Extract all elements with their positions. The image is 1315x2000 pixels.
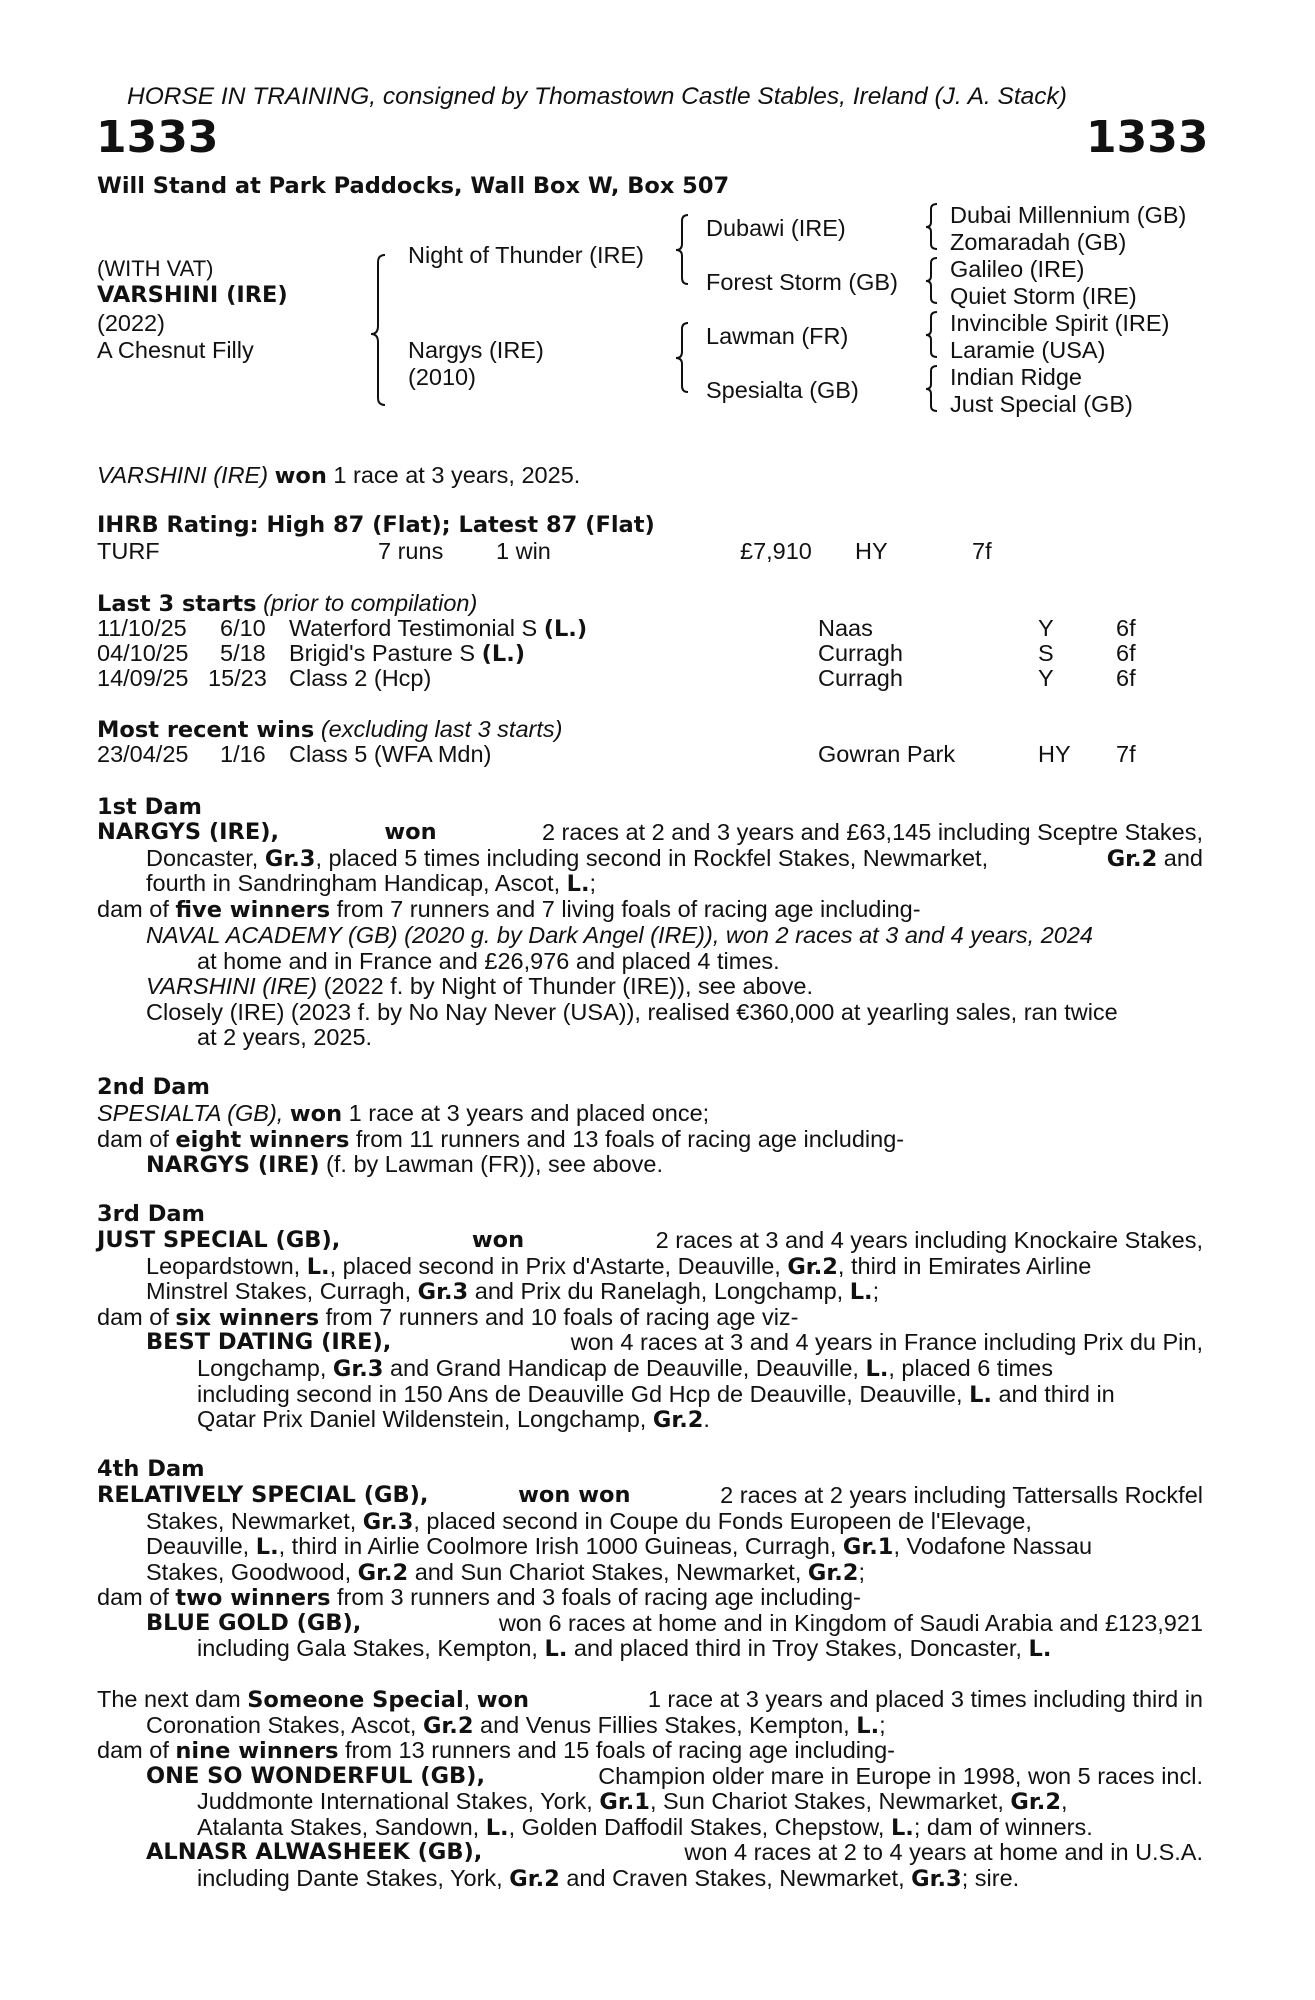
- vat-label: (WITH VAT): [97, 256, 214, 281]
- pedigree-brace-ds: [926, 312, 937, 357]
- dam3-line: Qatar Prix Daniel Wildenstein, Longchamp, Gr.2.: [197, 1406, 710, 1433]
- dam1-heading: 1st Dam: [97, 794, 202, 820]
- dam4-line: BLUE GOLD (GB), won 6 races at home and in Kingdom of Saudi Arabia and £123,921: [146, 1610, 1203, 1636]
- nextdam-line: ONE SO WONDERFUL (GB), Champion older mare in Europe in 1998, won 5 races incl.: [146, 1763, 1203, 1789]
- rating-earnings: £7,910: [740, 538, 812, 564]
- rating-runs: 7 runs: [378, 538, 444, 564]
- nextdam-line: Coronation Stakes, Ascot, Gr.2 and Venus Fillies Stakes, Kempton, L.;: [146, 1712, 886, 1739]
- dam4-line: Deauville, L., third in Airlie Coolmore Irish 1000 Guineas, Curragh, Gr.1, Vodafone Nassau: [146, 1533, 1093, 1560]
- last3-pos: 5/18: [220, 640, 266, 666]
- last3-going: Y: [1038, 665, 1054, 691]
- nextdam-line: including Dante Stakes, York, Gr.2 and Craven Stakes, Newmarket, Gr.3; sire.: [197, 1865, 1020, 1892]
- ped-dsd: Laramie (USA): [950, 337, 1106, 363]
- last3-going: S: [1038, 640, 1054, 666]
- ped-sdd: Quiet Storm (IRE): [950, 283, 1137, 309]
- recent-course: Gowran Park: [818, 741, 956, 767]
- nextdam-line: The next dam Someone Special, won 1 race at 3 years and placed 3 times including third in: [97, 1686, 1203, 1713]
- dam4-line: Stakes, Goodwood, Gr.2 and Sun Chariot Stakes, Newmarket, Gr.2;: [146, 1559, 865, 1586]
- nextdam-line: Atalanta Stakes, Sandown, L., Golden Daffodil Stakes, Chepstow, L.; dam of winners.: [197, 1814, 1093, 1841]
- last3-race: Brigid's Pasture S (L.): [289, 640, 526, 667]
- last3-date: 14/09/25: [97, 665, 189, 691]
- dam3-line: including second in 150 Ans de Deauville Gd Hcp de Deauville, Deauville, L. and third in: [197, 1381, 1115, 1408]
- dam2-heading: 2nd Dam: [97, 1074, 210, 1100]
- ped-sds: Galileo (IRE): [950, 256, 1085, 282]
- recent-heading: Most recent wins (excluding last 3 starts): [97, 716, 563, 743]
- dam1-line: VARSHINI (IRE) (2022 f. by Night of Thunder (IRE)), see above.: [146, 973, 813, 999]
- ped-ddd: Just Special (GB): [950, 391, 1133, 417]
- dam4-line: Stakes, Newmarket, Gr.3, placed second in Coupe du Fonds Europeen de l'Elevage,: [146, 1508, 1032, 1535]
- rating-surface: TURF: [97, 538, 160, 564]
- rating-heading: IHRB Rating: High 87 (Flat); Latest 87 (Flat): [97, 512, 655, 538]
- dam1-line: at 2 years, 2025.: [197, 1024, 373, 1050]
- last3-pos: 6/10: [220, 615, 266, 641]
- pedigree-brace-sd: [926, 258, 937, 303]
- dam2-line: SPESIALTA (GB), won 1 race at 3 years and placed once;: [97, 1100, 710, 1127]
- consignment-line: HORSE IN TRAINING, consigned by Thomastown Castle Stables, Ireland (J. A. Stack): [127, 83, 1067, 110]
- rating-distance: 7f: [972, 538, 992, 564]
- lot-number-right: 1333: [1086, 112, 1209, 163]
- last3-race: Waterford Testimonial S (L.): [289, 615, 588, 642]
- ped-dds: Indian Ridge: [950, 364, 1082, 390]
- horse-year: (2022): [97, 310, 165, 336]
- nextdam-produce-summary: dam of nine winners from 13 runners and 15 foals of racing age including-: [97, 1737, 895, 1764]
- last3-course: Curragh: [818, 640, 903, 666]
- dam1-line: NARGYS (IRE), won 2 races at 2 and 3 years and £63,145 including Sceptre Stakes,: [97, 819, 1203, 845]
- dam4-line: RELATIVELY SPECIAL (GB), won won 2 races at 2 years including Tattersalls Rockfel: [97, 1482, 1203, 1508]
- race-summary: VARSHINI (IRE) won 1 race at 3 years, 2025.: [97, 462, 581, 489]
- dam1-produce-summary: dam of five winners from 7 runners and 7 living foals of racing age including-: [97, 896, 921, 923]
- nextdam-line: Juddmonte International Stakes, York, Gr.1, Sun Chariot Stakes, Newmarket, Gr.2,: [197, 1788, 1068, 1815]
- dam3-line: Minstrel Stakes, Curragh, Gr.3 and Prix du Ranelagh, Longchamp, L.;: [146, 1278, 880, 1305]
- dam3-heading: 3rd Dam: [97, 1201, 205, 1227]
- dam4-produce-summary: dam of two winners from 3 runners and 3 foals of racing age including-: [97, 1584, 861, 1611]
- dam1-line: NAVAL ACADEMY (GB) (2020 g. by Dark Angel (IRE)), won 2 races at 3 and 4 years, 2024: [146, 922, 1093, 948]
- sire: Night of Thunder (IRE): [408, 242, 644, 268]
- pedigree-brace-ss: [926, 204, 937, 249]
- ped-dss: Invincible Spirit (IRE): [950, 310, 1170, 336]
- dam3-line: Leopardstown, L., placed second in Prix d'Astarte, Deauville, Gr.2, third in Emirates Airline: [146, 1253, 1092, 1280]
- nextdam-line: ALNASR ALWASHEEK (GB), won 4 races at 2 to 4 years at home and in U.S.A.: [146, 1839, 1203, 1865]
- pedigree-brace-main: [371, 255, 385, 405]
- last3-course: Curragh: [818, 665, 903, 691]
- ped-ssd: Zomaradah (GB): [950, 229, 1127, 255]
- dam4-line: including Gala Stakes, Kempton, L. and placed third in Troy Stakes, Doncaster, L.: [197, 1635, 1052, 1662]
- rating-wins: 1 win: [496, 538, 551, 564]
- dam3-produce-summary: dam of six winners from 7 runners and 10 foals of racing age viz-: [97, 1304, 799, 1331]
- ped-sss: Dubai Millennium (GB): [950, 202, 1187, 228]
- dam-sire: Lawman (FR): [706, 323, 849, 349]
- dam1-line: at home and in France and £26,976 and placed 4 times.: [197, 948, 780, 974]
- recent-pos: 1/16: [220, 741, 266, 767]
- pedigree-brace-dam: [676, 323, 688, 392]
- last3-dist: 6f: [1116, 615, 1136, 641]
- recent-dist: 7f: [1116, 741, 1136, 767]
- dam1-line: fourth in Sandringham Handicap, Ascot, L.;: [146, 870, 597, 897]
- pedigree-brace-sire: [676, 215, 688, 284]
- last3-date: 11/10/25: [97, 615, 187, 641]
- recent-race: Class 5 (WFA Mdn): [289, 741, 492, 767]
- dam: Nargys (IRE): [408, 337, 544, 363]
- dam-year: (2010): [408, 364, 476, 390]
- horse-description: A Chesnut Filly: [97, 337, 254, 363]
- dam3-line: JUST SPECIAL (GB), won 2 races at 3 and 4 years including Knockaire Stakes,: [97, 1227, 1203, 1253]
- stand-location: Will Stand at Park Paddocks, Wall Box W, Box 507: [97, 173, 730, 199]
- lot-number-left: 1333: [96, 112, 219, 163]
- dam4-heading: 4th Dam: [97, 1456, 205, 1482]
- dam3-line: Longchamp, Gr.3 and Grand Handicap de Deauville, Deauville, L., placed 6 times: [197, 1355, 1053, 1382]
- horse-name: VARSHINI (IRE): [97, 282, 288, 308]
- recent-going: HY: [1038, 741, 1071, 767]
- sire-dam: Forest Storm (GB): [706, 269, 898, 295]
- last3-going: Y: [1038, 615, 1054, 641]
- dam-dam: Spesialta (GB): [706, 377, 859, 403]
- dam1-line: Doncaster, Gr.3, placed 5 times including second in Rockfel Stakes, Newmarket, Gr.2 and: [146, 845, 1203, 872]
- rating-going: HY: [855, 538, 888, 564]
- pedigree-brace-dd: [926, 366, 937, 411]
- dam1-line: Closely (IRE) (2023 f. by No Nay Never (USA)), realised €360,000 at yearling sales, ran twice: [146, 999, 1118, 1025]
- last3-race: Class 2 (Hcp): [289, 665, 432, 691]
- last3-course: Naas: [818, 615, 873, 641]
- last3-dist: 6f: [1116, 665, 1136, 691]
- last3-pos: 15/23: [208, 665, 267, 691]
- dam3-line: BEST DATING (IRE), won 4 races at 3 and 4 years in France including Prix du Pin,: [146, 1329, 1203, 1355]
- last3-date: 04/10/25: [97, 640, 189, 666]
- last3-dist: 6f: [1116, 640, 1136, 666]
- recent-date: 23/04/25: [97, 741, 189, 767]
- dam2-line: NARGYS (IRE) (f. by Lawman (FR)), see above.: [146, 1151, 663, 1178]
- last3-heading: Last 3 starts (prior to compilation): [97, 590, 478, 617]
- sire-sire: Dubawi (IRE): [706, 215, 846, 241]
- dam2-produce-summary: dam of eight winners from 11 runners and 13 foals of racing age including-: [97, 1126, 905, 1153]
